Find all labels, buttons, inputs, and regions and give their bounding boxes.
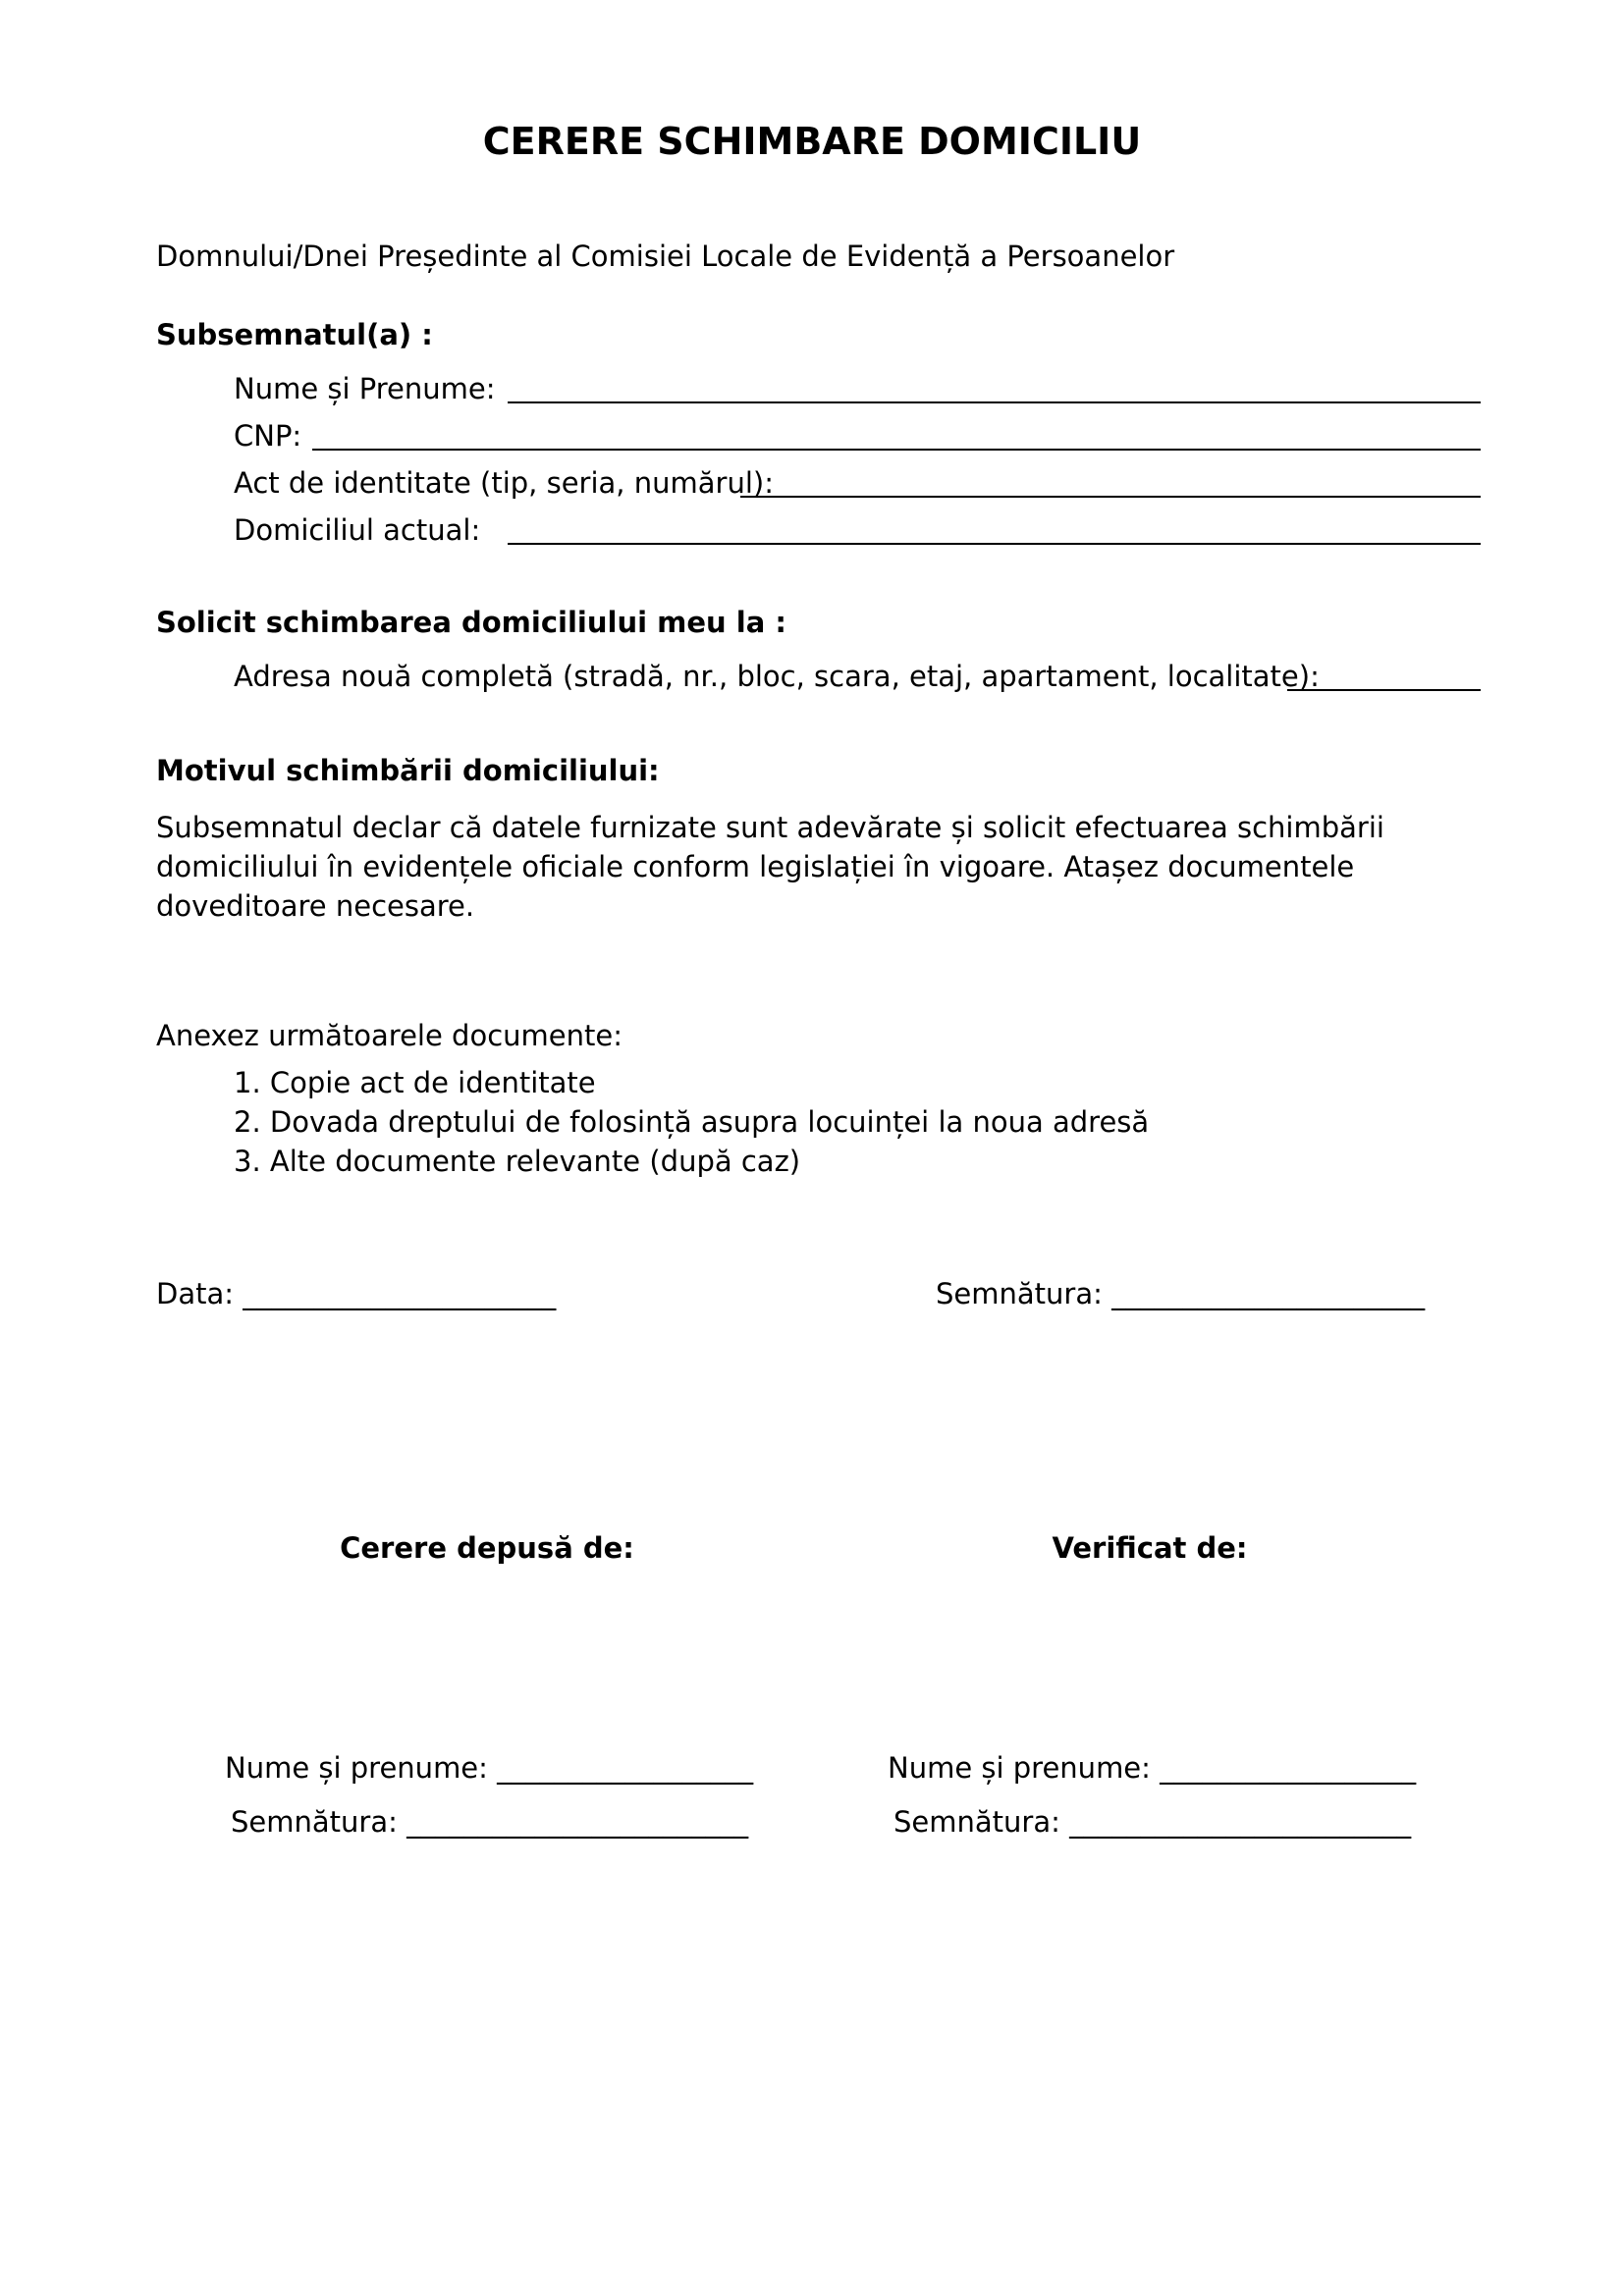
submitted-by-signature-line[interactable]: Semnătura: ________________________ bbox=[231, 1805, 749, 1839]
verified-by-heading: Verificat de: bbox=[1052, 1531, 1248, 1565]
id-document-field-line[interactable] bbox=[740, 496, 1481, 498]
signature-line[interactable]: Semnătura: ______________________ bbox=[936, 1277, 1426, 1310]
cnp-field-label: CNP: bbox=[234, 419, 302, 453]
applicant-heading: Subsemnatul(a) : bbox=[156, 318, 433, 351]
reason-heading: Motivul schimbării domiciliului: bbox=[156, 754, 660, 787]
submitted-by-name-line[interactable]: Nume și prenume: __________________ bbox=[225, 1751, 754, 1785]
submitted-by-heading: Cerere depusă de: bbox=[340, 1531, 634, 1565]
name-field-label: Nume și Prenume: bbox=[234, 372, 496, 405]
verified-by-name-line[interactable]: Nume și prenume: __________________ bbox=[888, 1751, 1417, 1785]
reason-paragraph: Subsemnatul declar că datele furnizate sunt adevărate și solicit efectuarea schimbării domiciliului în evidențele oficiale conform legislației în vigoare. Atașez documentele doveditoare necesare. bbox=[156, 811, 1384, 923]
attachments-intro: Anexez următoarele documente: bbox=[156, 1019, 623, 1052]
id-document-field-label: Act de identitate (tip, seria, numărul): bbox=[234, 466, 774, 500]
page-title: CERERE SCHIMBARE DOMICILIU bbox=[482, 120, 1142, 163]
attachment-item: 1. Copie act de identitate bbox=[234, 1066, 596, 1099]
cnp-field-line[interactable] bbox=[312, 449, 1481, 451]
addressee-line: Domnului/Dnei Președinte al Comisiei Locale de Evidență a Persoanelor bbox=[156, 240, 1175, 273]
new-address-field-line[interactable] bbox=[1287, 689, 1481, 691]
new-address-field-label: Adresa nouă completă (stradă, nr., bloc, scara, etaj, apartament, localitate): bbox=[234, 660, 1320, 693]
attachment-item: 2. Dovada dreptului de folosință asupra locuinței la noua adresă bbox=[234, 1105, 1150, 1139]
request-heading: Solicit schimbarea domiciliului meu la : bbox=[156, 606, 786, 639]
current-address-field-line[interactable] bbox=[508, 543, 1481, 545]
verified-by-signature-line[interactable]: Semnătura: ________________________ bbox=[893, 1805, 1412, 1839]
current-address-field-label: Domiciliul actual: bbox=[234, 513, 481, 547]
date-line[interactable]: Data: ______________________ bbox=[156, 1277, 557, 1310]
name-field-line[interactable] bbox=[508, 401, 1481, 403]
attachment-item: 3. Alte documente relevante (după caz) bbox=[234, 1145, 801, 1178]
